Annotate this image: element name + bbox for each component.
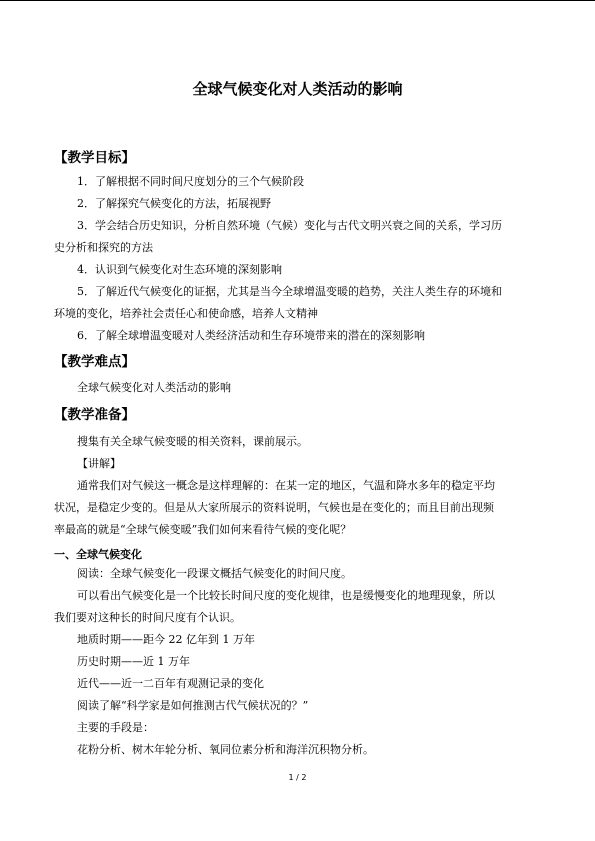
objective-line: 2．了解探究气候变化的方法，拓展视野 bbox=[77, 197, 271, 210]
lecture-line: 状况，是稳定少变的。但是从大家所展示的资料说明，气候也是在变化的；而且目前出现频 bbox=[54, 501, 494, 514]
part1-line: 阅读：全球气候变化一段课文概括气候变化的时间尺度。 bbox=[77, 567, 352, 580]
part1-line: 地质时期——距今 22 亿年到 1 万年 bbox=[77, 633, 255, 646]
part1-line: 主要的手段是： bbox=[77, 721, 154, 734]
part1-line: 历史时期——近 1 万年 bbox=[77, 655, 190, 668]
objective-line: 4．认识到气候变化对生态环境的深刻影响 bbox=[77, 263, 282, 276]
part1-line: 近代——近一二百年有观测记录的变化 bbox=[77, 677, 264, 690]
objective-line: 6．了解全球增温变暖对人类经济活动和生存环境带来的潜在的深刻影响 bbox=[77, 329, 425, 342]
preparation-text: 搜集有关全球气候变暖的相关资料，课前展示。 bbox=[77, 435, 308, 448]
part1-line: 阅读了解“科学家是如何推测古代气候状况的？” bbox=[77, 699, 309, 712]
objective-line: 史分析和探究的方法 bbox=[54, 241, 153, 254]
lecture-line: 率最高的就是“全球气候变暖”我们如何来看待气候的变化呢？ bbox=[54, 523, 352, 536]
heading-teaching-preparation: 【教学准备】 bbox=[54, 407, 135, 423]
heading-teaching-objectives: 【教学目标】 bbox=[54, 150, 135, 166]
heading-teaching-difficulty: 【教学难点】 bbox=[54, 354, 135, 370]
objective-line: 环境的变化，培养社会责任心和使命感，培养人文精神 bbox=[54, 307, 318, 320]
part1-line: 可以看出气候变化是一个比较长时间尺度的变化规律，也是缓慢变化的地理现象，所以 bbox=[77, 589, 495, 602]
objective-line: 3．学会结合历史知识，分析自然环境（气候）变化与古代文明兴衰之间的关系，学习历 bbox=[77, 219, 502, 232]
objective-line: 1．了解根据不同时间尺度划分的三个气候阶段 bbox=[77, 175, 304, 188]
page-number: 1 / 2 bbox=[288, 773, 307, 782]
objective-line: 5．了解近代气候变化的证据，尤其是当今全球增温变暖的趋势，关注人类生存的环境和 bbox=[77, 285, 502, 298]
lecture-label: 【讲解】 bbox=[77, 457, 121, 470]
part1-line: 花粉分析、树木年轮分析、氧同位素分析和海洋沉积物分析。 bbox=[77, 743, 374, 756]
lecture-line: 通常我们对气候这一概念是这样理解的：在某一定的地区，气温和降水多年的稳定平均 bbox=[77, 479, 495, 492]
part1-line: 我们要对这种长的时间尺度有个认识。 bbox=[54, 611, 241, 624]
heading-global-climate-change: 一、全球气候变化 bbox=[54, 548, 142, 561]
page-title: 全球气候变化对人类活动的影响 bbox=[192, 80, 403, 98]
difficulty-text: 全球气候变化对人类活动的影响 bbox=[77, 381, 231, 394]
